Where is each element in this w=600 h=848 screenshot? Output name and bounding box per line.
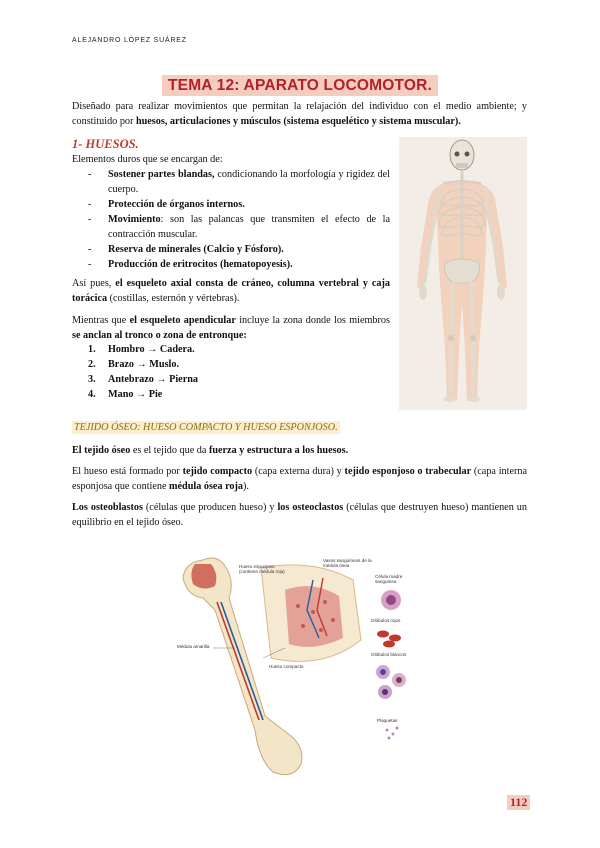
item-bold: Reserva de minerales (Calcio y Fósforo). [108, 244, 284, 255]
p2-text-2: (capa externa dura) y [252, 466, 345, 477]
tissue-paragraph-2 [72, 464, 527, 494]
p1-text: es el tejido que da [130, 445, 209, 456]
item-number: 1. [88, 344, 96, 355]
item-text: Antebrazo → Pierna [108, 374, 198, 385]
item-bold: Producción de eritrocitos (hematopoyesis). [108, 259, 293, 270]
list-item [88, 357, 198, 372]
item-number: 2. [88, 359, 96, 370]
list-item [88, 257, 390, 272]
list-item [88, 387, 198, 402]
p2-text-3: (capa interna esponjosa que contiene [72, 466, 527, 492]
apend-text: Mientras que [72, 315, 130, 326]
huesos-lead: Elementos duros que se encargan de: [72, 154, 223, 165]
p2-bold-3: médula ósea roja [169, 481, 243, 492]
apend-text-mid: incluye la zona donde los miembros [235, 315, 390, 326]
list-item [88, 342, 198, 357]
title-wrapper [0, 75, 600, 96]
item-bold: Sostener partes blandas, [108, 169, 215, 180]
p2-text-4: ). [243, 481, 249, 492]
bone-marrow-figure [173, 540, 423, 785]
label-stem-cell: Célula madre sanguínea [375, 574, 403, 584]
intro-text: Diseñado para realizar movimientos que permitan la relajación del individuo con el medio ambiente; y constituido por [72, 101, 527, 127]
bullet: - [88, 259, 92, 270]
apend-bold: el esqueleto apendicular [129, 315, 236, 326]
bullet: - [88, 169, 92, 180]
list-item [88, 242, 390, 257]
p2-bold: tejido compacto [182, 466, 253, 477]
list-item [88, 167, 390, 197]
p3-text: (células que producen hueso) y [142, 502, 278, 513]
page-title: TEMA 12: APARATO LOCOMOTOR. [162, 75, 438, 96]
apend-bold-end: se anclan al tronco o zona de entronque: [72, 330, 247, 341]
item-bold: Movimiento [108, 214, 161, 225]
bullet: - [88, 199, 92, 210]
list-item [88, 197, 390, 212]
label-white-cells: Glóbulos blancos [371, 652, 407, 657]
page-number: 112 [507, 795, 530, 810]
label-vessels: Vasos sanguíneos de la médula ósea [323, 558, 372, 568]
label-platelets: Plaquetas [377, 718, 398, 723]
p2-bold-2: tejido esponjoso o trabecular [344, 466, 472, 477]
functions-list [88, 167, 390, 272]
axial-paragraph [72, 276, 390, 306]
label-compact: Hueso compacto [269, 664, 304, 669]
p2-text: El hueso está formado por [72, 466, 183, 477]
item-text: Mano → Pie [108, 389, 163, 400]
label-spongy: Hueso esponjoso (contiene médula roja) [239, 564, 285, 574]
item-text: Brazo → Muslo. [108, 359, 180, 370]
p3-text-2: (células que destruyen hueso) mantienen un equilibrio en el tejido óseo. [72, 502, 527, 528]
axial-text-end: (costillas, esternón y vértebras). [107, 293, 240, 304]
item-text: : son las palancas que transmiten el efecto de la contracción muscular. [108, 214, 390, 240]
label-yellow-marrow: Médula amarilla [177, 644, 210, 649]
item-bold: Protección de órganos internos. [108, 199, 245, 210]
p3-bold-2: los osteoclastos [277, 502, 344, 513]
intro-bold: huesos, articulaciones y músculos (sistema esquelético y sistema muscular). [135, 116, 461, 127]
tissue-heading: TEJIDO ÓSEO: HUESO COMPACTO Y HUESO ESPONJOSO. [74, 422, 338, 433]
tissue-paragraph-1 [72, 443, 527, 458]
skeleton-icon [399, 137, 527, 410]
p1-bold: El tejido óseo [72, 445, 131, 456]
tissue-paragraph-3 [72, 500, 527, 530]
limbs-list [88, 342, 198, 402]
intro-paragraph [72, 99, 527, 129]
item-text: Hombro → Cadera. [108, 344, 195, 355]
item-number: 3. [88, 374, 96, 385]
label-red-cells: Glóbulos rojos [371, 618, 401, 623]
list-item [88, 372, 198, 387]
axial-bold: el esqueleto axial consta de cráneo, columna vertebral y caja torácica [72, 278, 390, 304]
list-item [88, 212, 390, 242]
p1-bold-end: fuerza y estructura a los huesos. [208, 445, 349, 456]
bullet: - [88, 244, 92, 255]
author-header: ALEJANDRO LÓPEZ SUÁREZ [72, 37, 187, 44]
axial-text: Así pues, [72, 278, 116, 289]
item-number: 4. [88, 389, 96, 400]
section-heading-huesos: 1- HUESOS. [72, 137, 139, 151]
item-text: condicionando la morfología y rigidez del cuerpo. [108, 169, 390, 195]
bullet: - [88, 214, 92, 225]
skeleton-illustration [399, 137, 527, 410]
p3-bold: Los osteoblastos [72, 502, 143, 513]
appendicular-paragraph [72, 313, 390, 343]
